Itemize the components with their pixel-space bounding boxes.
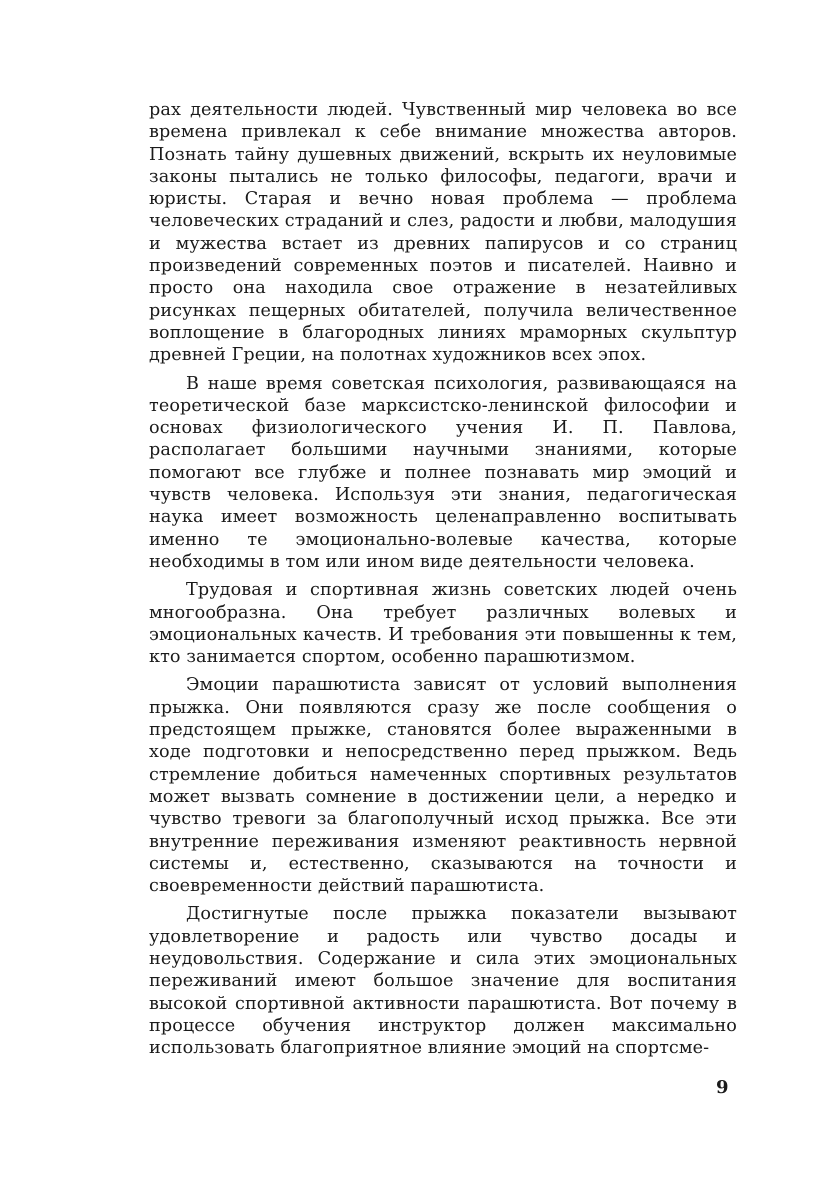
body-text <box>149 99 737 1065</box>
paragraph-4: Эмоции парашютиста зависят от условий выполнения прыжка. Они появляются сразу же после сообщения о предстоящем прыжке, становятся более выраженными в ходе подготовки и непосредственно перед прыжком. Ведь стремление добиться намеченных спортивных результатов может вызвать сомнение в достижении цели, а нередко и чувство тревоги за благополучный исход прыжка. Все эти внутренние переживания изменяют реактивность нервной системы и, естественно, сказываются на точности и своевременности действий парашютиста. <box>149 675 737 897</box>
paragraph-2: В наше время советская психология, развивающаяся на теоретической базе марксистско-ленинской философии и основах физиологического учения И. П. Павлова, располагает большими научными знаниями, которые помогают все глубже и полнее познавать мир эмоций и чувств человека. Используя эти знания, педагогическая наука имеет возможность целенаправленно воспитывать именно те эмоционально-волевые качества, которые необходимы в том или ином виде деятельности человека. <box>149 373 737 572</box>
paragraph-1: рах деятельности людей. Чувственный мир человека во все времена привлекал к себе внимание множества авторов. Познать тайну душевных движений, вскрыть их неуловимые законы пытались не только философы, педагоги, врачи и юристы. Старая и вечно новая проблема — проблема человеческих страданий и слез, радости и любви, малодушия и мужества встает из древних папирусов и со страниц произведений современных поэтов и писателей. Наивно и просто она находила свое отражение в незатейливых рисунках пещерных обитателей, получила величественное воплощение в благородных линиях мраморных скульптур древней Греции, на полотнах художников всех эпох. <box>149 100 737 366</box>
page-number: 9 <box>716 1077 729 1098</box>
paragraph-3: Трудовая и спортивная жизнь советских людей очень многообразна. Она требует различных волевых и эмоциональных качеств. И требования эти повышенны к тем, кто занимается спортом, особенно парашютизмом. <box>149 580 737 668</box>
paragraph-5: Достигнутые после прыжка показатели вызывают удовлетворение и радость или чувство досады и неудовольствия. Содержание и сила этих эмоциональных переживаний имеют большое значение для воспитания высокой спортивной активности парашютиста. Вот почему в процессе обучения инструктор должен максимально использовать благоприятное влияние эмоций на спортсме- <box>149 904 737 1059</box>
